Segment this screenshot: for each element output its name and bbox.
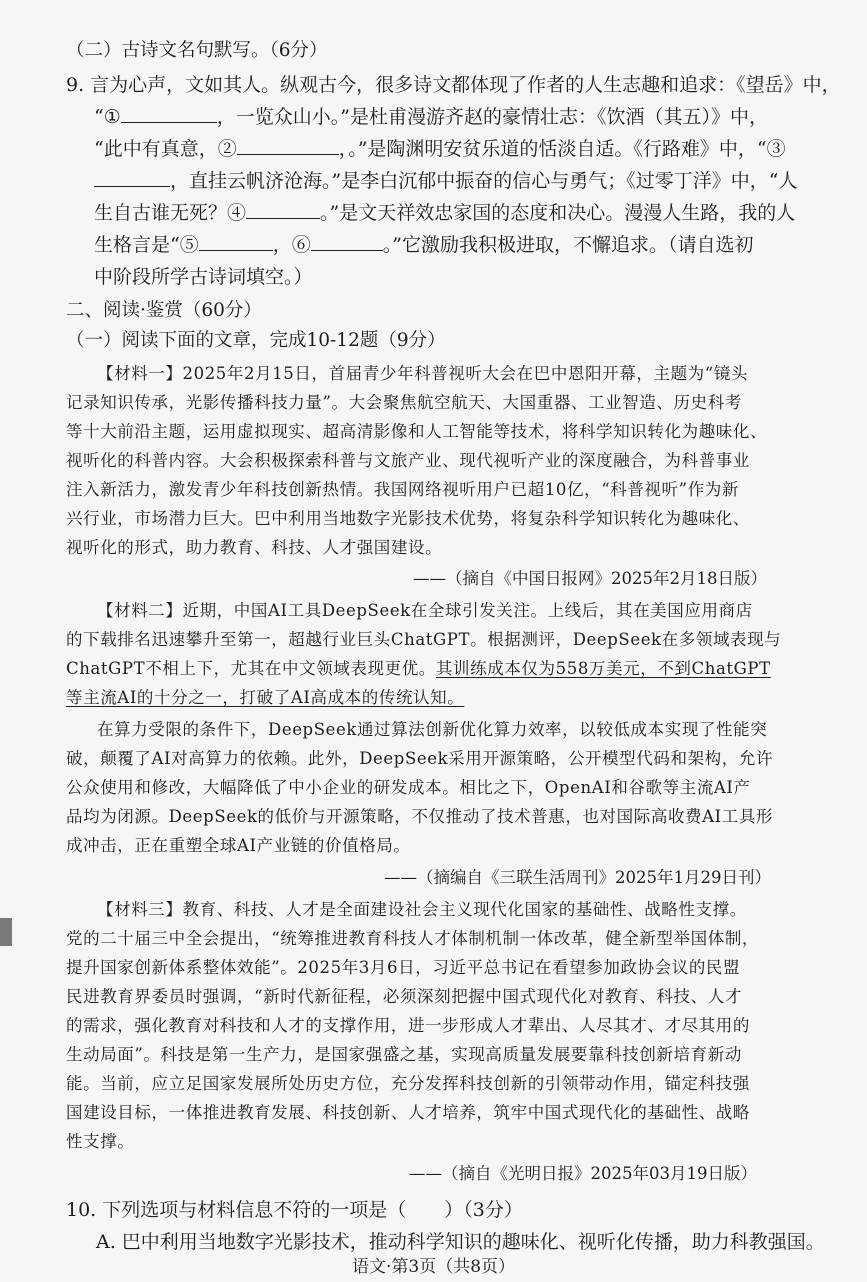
material-3-line: 党的二十届三中全会提出，“统筹推进教育科技人才体制机制一体改革，健全新型举国体制，	[66, 929, 760, 948]
q10-stem: 10. 下列选项与材料信息不符的一项是（ ）（3分）	[66, 1199, 523, 1221]
q9-line-3: “此中有真意，② ，。”是陶渊明安贫乐道的恬淡自适。《行路难》中，“③	[94, 138, 786, 160]
material-1-line: 兴行业，市场潜力巨大。巴中利用当地数字光影技术优势，将复杂科学知识转化为趣味化、	[66, 509, 750, 528]
answer-blank-5[interactable]	[199, 232, 273, 251]
answer-blank-1[interactable]	[121, 104, 217, 123]
underlined-sentence-cont: 等主流AI的十分之一，打破了AI高成本的传统认知。	[66, 688, 465, 707]
q9-line-5: 生自古谁无死？④ 。”是文天祥效忠家国的态度和决心。漫漫人生路，我的人	[94, 202, 796, 224]
q9-line-4: ，直挂云帆济沧海。”是李白沉郁中振奋的信心与勇气；《过零丁洋》中，“人	[94, 167, 797, 195]
page-footer: 语文·第3页（共8页）	[351, 1257, 516, 1277]
material-2-line: 破，颠覆了AI对高算力的依赖。此外，DeepSeek采用开源策略，公开模型代码和架构，允许	[66, 749, 774, 768]
material-3-source: ——（摘自《光明日报》2025年03月19日版）	[409, 1164, 757, 1183]
material-2-line: 成冲击，正在重塑全球AI产业链的价值格局。	[66, 836, 411, 855]
material-3-line: 民进教育界委员时强调，“新时代新征程，必须深刻把握中国式现代化对教育、科技、人才	[66, 987, 742, 1006]
material-2-source: ——（摘编自《三联生活周刊》2025年1月29日刊）	[384, 868, 771, 887]
scan-edge-mark	[0, 918, 12, 946]
q9-line-7: 中阶段所学古诗词填空。）	[94, 266, 313, 288]
material-1-line: 【材料一】2025年2月15日，首届青少年科普视听大会在巴中恩阳开幕，主题为“镜头	[97, 364, 749, 383]
answer-blank-6[interactable]	[311, 232, 383, 251]
material-3-line: 能。当前，应立足国家发展所处历史方位，充分发挥科技创新的引领带动作用，锚定科技强	[66, 1074, 750, 1093]
section-heading-poetry-dictation: （二）古诗文名句默写。（6分）	[66, 40, 328, 61]
material-3-line: 的需求，强化教育对科技和人才的支撑作用，进一步形成人才辈出、人尽其才、才尽其用的	[66, 1016, 750, 1035]
material-2-line: ChatGPT不相上下，尤其在中文领域表现更优。其训练成本仅为558万美元，不到ChatGPT	[66, 659, 771, 678]
material-1-line: 视听化的形式，助力教育、科技、人才强国建设。	[66, 538, 443, 557]
material-1-line: 视听化的科普内容。大会积极探索科普与文旅产业、现代视听产业的深度融合，为科普事业	[66, 451, 750, 470]
material-1-line: 注入新活力，激发青少年科技创新热情。我国网络视听用户已超10亿，“科普视听”作为新	[66, 480, 739, 499]
material-3-line: 国建设目标，一体推进教育发展、科技创新、人才培养，筑牢中国式现代化的基础性、战略	[66, 1103, 750, 1122]
q9-line-2: “① ，一览众山小。”是杜甫漫游齐赵的豪情壮志：《饮酒（其五）》中，	[94, 106, 768, 128]
answer-blank-2[interactable]	[237, 136, 339, 155]
material-2-line: 【材料二】近期，中国AI工具DeepSeek在全球引发关注。上线后，其在美国应用商店	[97, 601, 753, 620]
material-2-line: 品均为闭源。DeepSeek的低价与开源策略，不仅推动了技术普惠，也对国际高收费AI工具形	[66, 807, 774, 826]
q9-line-1: 9. 言为心声，文如其人。纵观古今，很多诗文都体现了作者的人生志趣和追求：《望岳》中，	[66, 74, 841, 96]
material-3-line: 性支撑。	[66, 1132, 135, 1151]
answer-blank-3[interactable]	[94, 168, 170, 187]
part-heading-reading: 二、阅读·鉴赏（60分）	[66, 300, 262, 321]
material-3-line: 生动局面”。科技是第一生产力，是国家强盛之基，实现高质量发展要靠科技创新培育新动	[66, 1045, 742, 1064]
material-2-line: 公众使用和修改，大幅降低了中小企业的研发成本。相比之下，OpenAI和谷歌等主流AI产	[66, 778, 751, 797]
material-1-line: 记录知识传承，光影传播科技力量”。大会聚焦航空航天、大国重器、工业智造、历史科考	[66, 393, 742, 412]
material-2-line: 在算力受限的条件下，DeepSeek通过算法创新优化算力效率，以较低成本实现了性能突	[97, 720, 768, 739]
q10-option-a[interactable]: A. 巴中利用当地数字光影技术，推动科学知识的趣味化、视听化传播，助力科教强国。	[96, 1231, 825, 1253]
q9-line-6: 生格言是“⑤ ，⑥ 。”它激励我积极进取，不懈追求。（请自选初	[94, 234, 754, 256]
material-2-line: 的下载排名迅速攀升至第一，超越行业巨头ChatGPT。根据测评，DeepSeek在多领域表现与	[66, 630, 782, 649]
underlined-sentence: 其训练成本仅为558万美元，不到ChatGPT	[435, 659, 771, 678]
material-3-line: 提升国家创新体系整体效能”。2025年3月6日，习近平总书记在看望参加政协会议的民盟	[66, 958, 741, 977]
material-1-line: 等十大前沿主题，运用虚拟现实、超高清影像和人工智能等技术，将科学知识转化为趣味化、	[66, 422, 768, 441]
material-1-source: ——（摘自《中国日报网》2025年2月18日版）	[413, 569, 767, 588]
answer-blank-4[interactable]	[246, 200, 320, 219]
material-3-line: 【材料三】教育、科技、人才是全面建设社会主义现代化国家的基础性、战略性支撑。	[97, 900, 747, 919]
reading-1-heading: （一）阅读下面的文章，完成10-12题（9分）	[66, 330, 446, 351]
